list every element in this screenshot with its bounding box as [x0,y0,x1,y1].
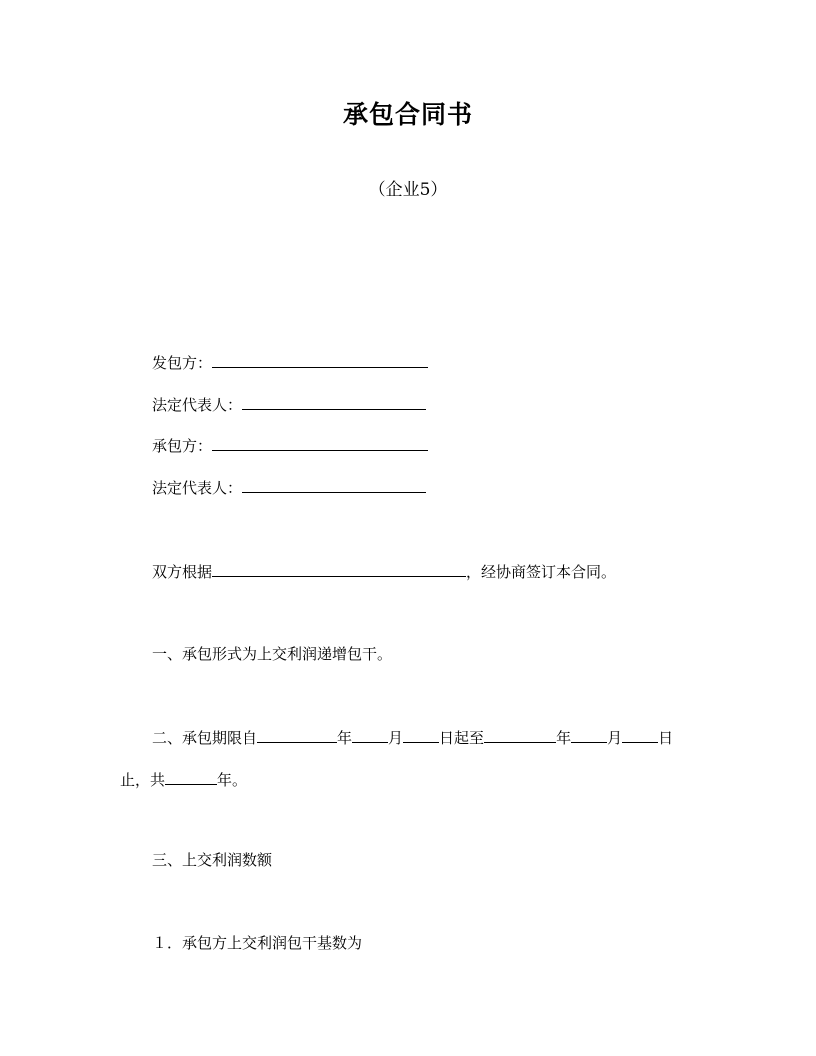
clause-2-day-1: 日起至 [439,729,485,747]
issuer-rep-label: 法定代表人： [152,396,243,414]
clause-2-end: 年。 [217,771,248,789]
contractor-label: 承包方： [152,437,213,455]
basis-prefix: 双方根据 [152,563,213,581]
start-day-blank [403,727,439,743]
start-year-blank [257,727,337,743]
end-day-blank [622,727,658,743]
clause-2-line-2 [120,769,247,790]
contractor-blank [212,435,428,451]
end-year-blank [484,727,556,743]
clause-2-start: 二、承包期限自 [152,729,258,747]
clause-2-year-2: 年 [556,729,572,747]
start-month-blank [352,727,388,743]
party-line-issuer-rep [152,394,426,415]
clause-1: 一、承包形式为上交利润递增包干。 [152,645,393,663]
clause-2-month-2: 月 [607,729,623,747]
clause-2-cont: 止，共 [120,771,166,789]
clause-3-item-1: １．承包方上交利润包干基数为 [152,934,363,952]
party-line-issuer [152,352,428,373]
document-title: 承包合同书 [342,100,473,129]
term-years-blank [165,769,217,785]
issuer-label: 发包方： [152,354,213,372]
clause-2-line-1 [152,727,673,748]
basis-line [152,561,616,582]
issuer-rep-blank [242,394,426,410]
clause-2-month-1: 月 [388,729,404,747]
end-month-blank [571,727,607,743]
clause-2-year-1: 年 [337,729,353,747]
issuer-blank [212,352,428,368]
contractor-rep-blank [242,477,426,493]
basis-blank [212,561,466,577]
contractor-rep-label: 法定代表人： [152,479,243,497]
clause-3: 三、上交利润数额 [152,851,273,869]
basis-suffix: ，经协商签订本合同。 [466,563,617,581]
party-line-contractor [152,435,428,456]
party-line-contractor-rep [152,477,426,498]
clause-2-day-2: 日 [658,729,674,747]
document-subtitle: （企业5） [368,180,448,200]
